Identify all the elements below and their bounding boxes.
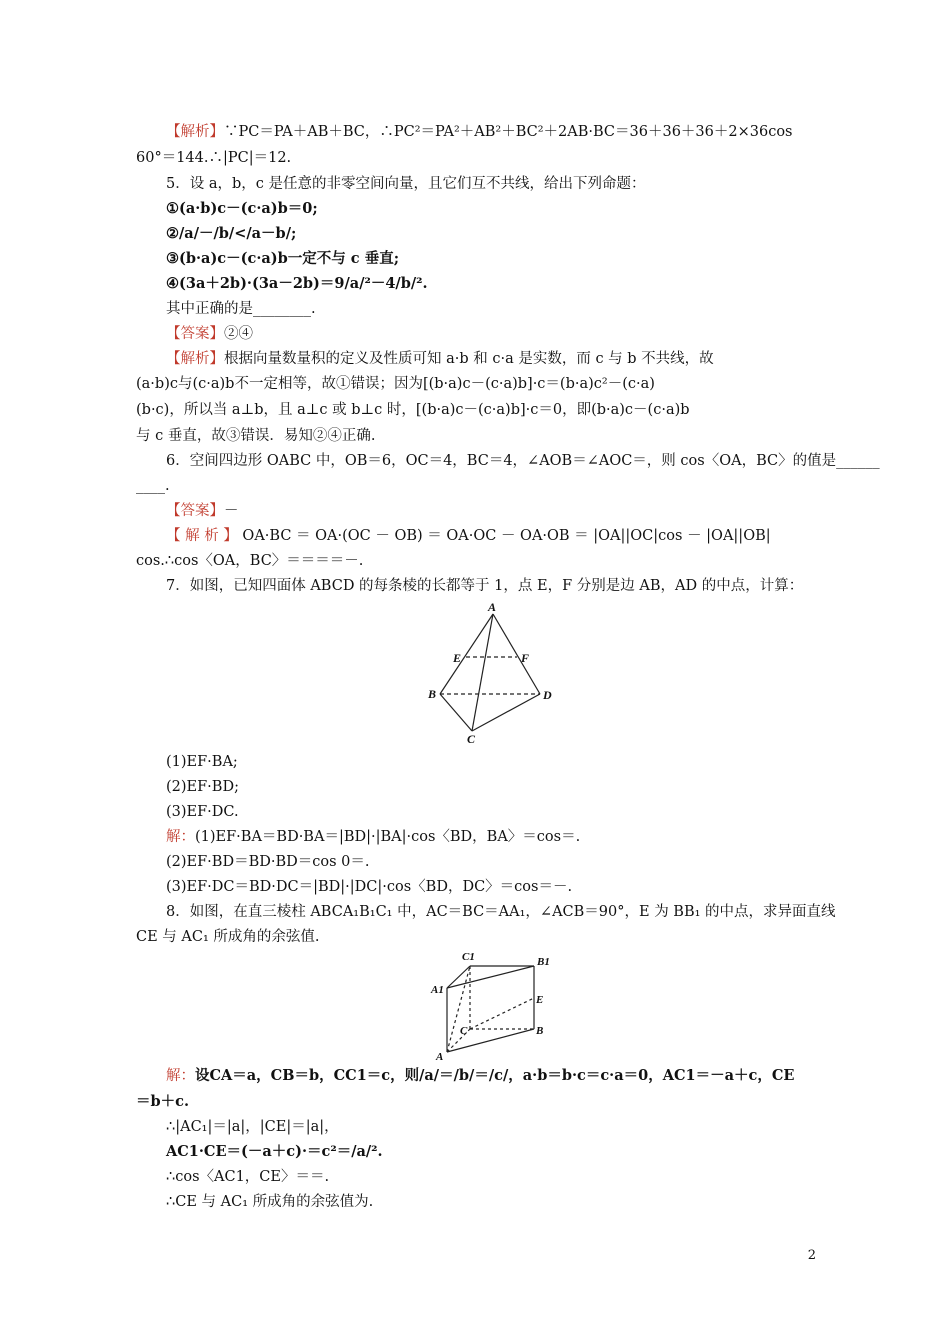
text-line: 【解析】∵PC＝PA＋AB＋BC，∴PC²＝PA²＋AB²＋BC²＋2AB·BC＝36＋36＋36＋2×36cos [166, 124, 793, 140]
vertex-label: E [453, 651, 462, 665]
solution-line: (2)EF·BD＝BD·BD＝cos 0＝. [166, 854, 370, 870]
sub-question: (2)EF·BD; [166, 779, 239, 795]
vertex-label: C [467, 732, 476, 745]
text-line: (b·c)，所以当 a⊥b，且 a⊥c 或 b⊥c 时，[(b·a)c－(c·a)b]·c＝0，即(b·a)c－(c·a)b [136, 402, 690, 418]
solution-line: ∴CE 与 AC₁ 所成角的余弦值为. [166, 1194, 374, 1210]
solution-line: ＝b＋c. [136, 1093, 190, 1110]
vertex-label: B1 [537, 956, 550, 968]
proposition-4: ④(3a＋2b)·(3a－2b)＝9/a/²－4/b/². [166, 275, 428, 292]
text-line: (a·b)c与(c·a)b不一定相等，故①错误；因为[(b·a)c－(c·a)b]·c＝(b·a)c²－(c·a) [136, 376, 655, 392]
vertex-label: C [460, 1025, 468, 1037]
sub-question: (3)EF·DC. [166, 804, 239, 820]
proposition-3: ③(b·a)c－(c·a)b一定不与 c 垂直; [166, 250, 400, 267]
analysis-line: 【 解 析 】 OA·BC ＝ OA·(OC － OB) ＝ OA·OC － OA·OB ＝ |OA||OC|cos － |OA||OB| [166, 528, 771, 544]
solution-line: 解：设CA＝a，CB＝b，CC1＝c，则/a/＝/b/＝/c/，a·b＝b·c＝c·a＝0，AC1＝－a＋c，CE [166, 1067, 795, 1084]
text-line: ____. [136, 478, 170, 494]
question-6: 6．空间四边形 OABC 中，OB＝6，OC＝4，BC＝4，∠AOB＝∠AOC＝，则 cos〈OA，BC〉的值是______ [166, 453, 880, 469]
vertex-label: B [536, 1025, 544, 1037]
answer-line: 【答案】②④ [166, 326, 253, 342]
vertex-label: F [521, 651, 530, 665]
answer-line: 【答案】－ [166, 503, 239, 519]
page-number: 2 [807, 1248, 816, 1263]
proposition-1: ①(a·b)c－(c·a)b＝0; [166, 200, 318, 217]
solution-line: AC1·CE＝(－a＋c)·＝c²＝/a/². [166, 1143, 383, 1160]
vertex-label: A [488, 600, 497, 614]
vertex-label: A1 [431, 984, 444, 996]
analysis-line: 【解析】根据向量数量积的定义及性质可知 a·b 和 c·a 是实数，而 c 与 b 不共线，故 [166, 351, 714, 367]
question-8: 8．如图，在直三棱柱 ABCA₁B₁C₁ 中，AC＝BC＝AA₁，∠ACB＝90°，E 为 BB₁ 的中点，求异面直线 [166, 904, 836, 920]
text-line: 60°＝144.∴|PC|＝12. [136, 150, 292, 166]
vertex-label: C1 [462, 951, 475, 963]
solution-line: ∴|AC₁|＝|a|，|CE|＝|a|， [166, 1119, 339, 1135]
tetrahedron-figure [420, 600, 560, 745]
sub-question: (1)EF·BA; [166, 754, 238, 770]
vertex-label: E [536, 994, 544, 1006]
vertex-label: B [428, 687, 437, 701]
question-prompt: 其中正确的是________. [166, 301, 316, 317]
text-line: 与 c 垂直，故③错误．易知②④正确. [136, 428, 376, 444]
prism-figure [425, 948, 560, 1063]
question-5: 5．设 a，b，c 是任意的非零空间向量，且它们互不共线，给出下列命题： [166, 176, 646, 192]
solution-line: 解：(1)EF·BA＝BD·BA＝|BD|·|BA|·cos〈BD，BA〉＝cos＝. [166, 829, 581, 845]
solution-line: (3)EF·DC＝BD·DC＝|BD|·|DC|·cos〈BD，DC〉＝cos＝－. [166, 879, 573, 895]
text-line: CE 与 AC₁ 所成角的余弦值. [136, 929, 320, 945]
question-7: 7．如图，已知四面体 ABCD 的每条棱的长都等于 1，点 E，F 分别是边 AB，AD 的中点，计算： [166, 578, 804, 594]
vertex-label: D [543, 688, 552, 702]
text-line: cos.∴cos〈OA，BC〉＝＝＝＝－. [136, 553, 364, 569]
vertex-label: A [436, 1051, 444, 1063]
proposition-2: ②/a/－/b/</a－b/; [166, 225, 297, 242]
solution-line: ∴cos〈AC1，CE〉＝＝. [166, 1169, 330, 1185]
